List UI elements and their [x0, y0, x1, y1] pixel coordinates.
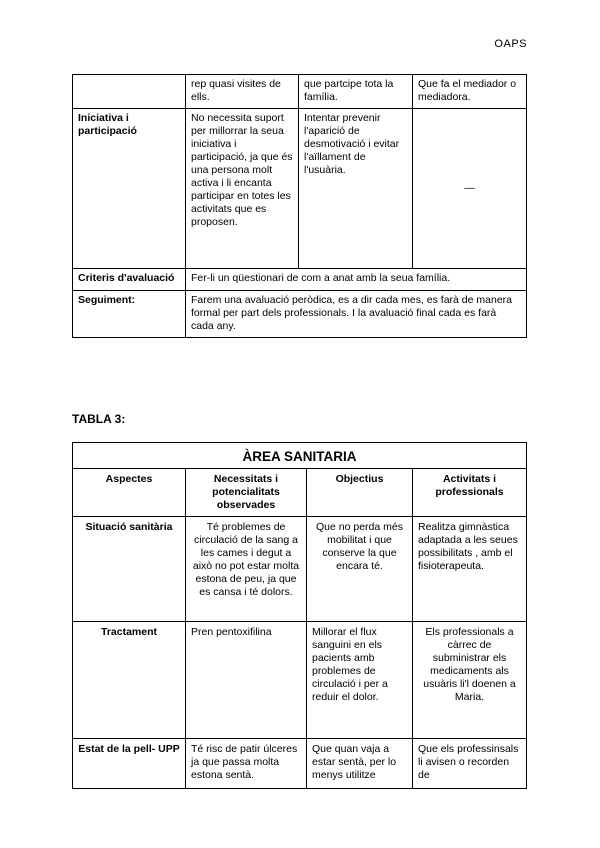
- table-cell: Millorar el flux sanguini en els pacients amb problemes de circulació i per a reduir el dolor.: [307, 622, 413, 739]
- column-header-activitats: Activitats i professionals: [413, 469, 527, 517]
- table-cell: No necessita suport per millorrar la seua iniciativa i participació, ja que és una persona molt activa i li encanta participar en totes les activitats que es proposen.: [186, 109, 299, 269]
- table-3-area-sanitaria: [72, 442, 527, 789]
- row-label-seguiment: Seguiment:: [73, 291, 186, 338]
- row-label-tractament: Tractament: [73, 622, 186, 739]
- table-row: [73, 269, 527, 291]
- table-cell: Que fa el mediador o mediadora.: [413, 75, 527, 109]
- table-cell: Intentar prevenir l'aparició de desmotivació i evitar l'aïllament de l'usuària.: [299, 109, 413, 269]
- table-1-continued: [72, 74, 527, 338]
- table-cell-empty: [73, 75, 186, 109]
- row-label-situacio: Situació sanitària: [73, 517, 186, 622]
- table-cell: Que els professinsals li avisen o recorden de: [413, 739, 527, 789]
- column-header-aspectes: Aspectes: [73, 469, 186, 517]
- table-row: [73, 291, 527, 338]
- table-cell: Els professionals a càrrec de subministrar els medicaments als usuàris li'l doenen a Maria.: [413, 622, 527, 739]
- table-cell: Que no perda més mobilitat i que conserve la que encara té.: [307, 517, 413, 622]
- table-title: ÀREA SANITARIA: [73, 443, 527, 469]
- table-cell: Que quan vaja a estar sentà, per lo menys utilitze: [307, 739, 413, 789]
- column-header-objectius: Objectius: [307, 469, 413, 517]
- table-row: [73, 622, 527, 739]
- header-oaps: OAPS: [494, 38, 527, 50]
- row-label-iniciativa: Iniciativa i participació: [73, 109, 186, 269]
- table-cell: Té problemes de circulació de la sang a les cames i degut a això no pot estar molta estona de peu, ja que es cansa i té dolors.: [186, 517, 307, 622]
- table-row: [73, 517, 527, 622]
- row-label-estat-pell: Estat de la pell- UPP: [73, 739, 186, 789]
- table-cell: Fer-li un qüestionari de com a anat amb la seua família.: [186, 269, 527, 291]
- table-header-row: [73, 469, 527, 517]
- table-cell: Pren pentoxifilina: [186, 622, 307, 739]
- table-cell: Té risc de patir úlceres ja que passa molta estona sentà.: [186, 739, 307, 789]
- table-row: [73, 739, 527, 789]
- table-cell: rep quasi visites de ells.: [186, 75, 299, 109]
- table-cell: Farem una avaluació peròdica, es a dir cada mes, es farà de manera formal per part dels professionals. I la avaluació final cada es farà cada any.: [186, 291, 527, 338]
- table-cell-dash: —: [413, 109, 527, 269]
- table-cell: Realitza gimnàstica adaptada a les seues possibilitats , amb el fisioterapeuta.: [413, 517, 527, 622]
- table-cell: que partcipe tota la família.: [299, 75, 413, 109]
- tabla3-title: TABLA 3:: [72, 412, 126, 426]
- column-header-necessitats: Necessitats i potencialitats observades: [186, 469, 307, 517]
- table-row: [73, 75, 527, 109]
- table-row: [73, 109, 527, 269]
- row-label-criteris: Criteris d'avaluació: [73, 269, 186, 291]
